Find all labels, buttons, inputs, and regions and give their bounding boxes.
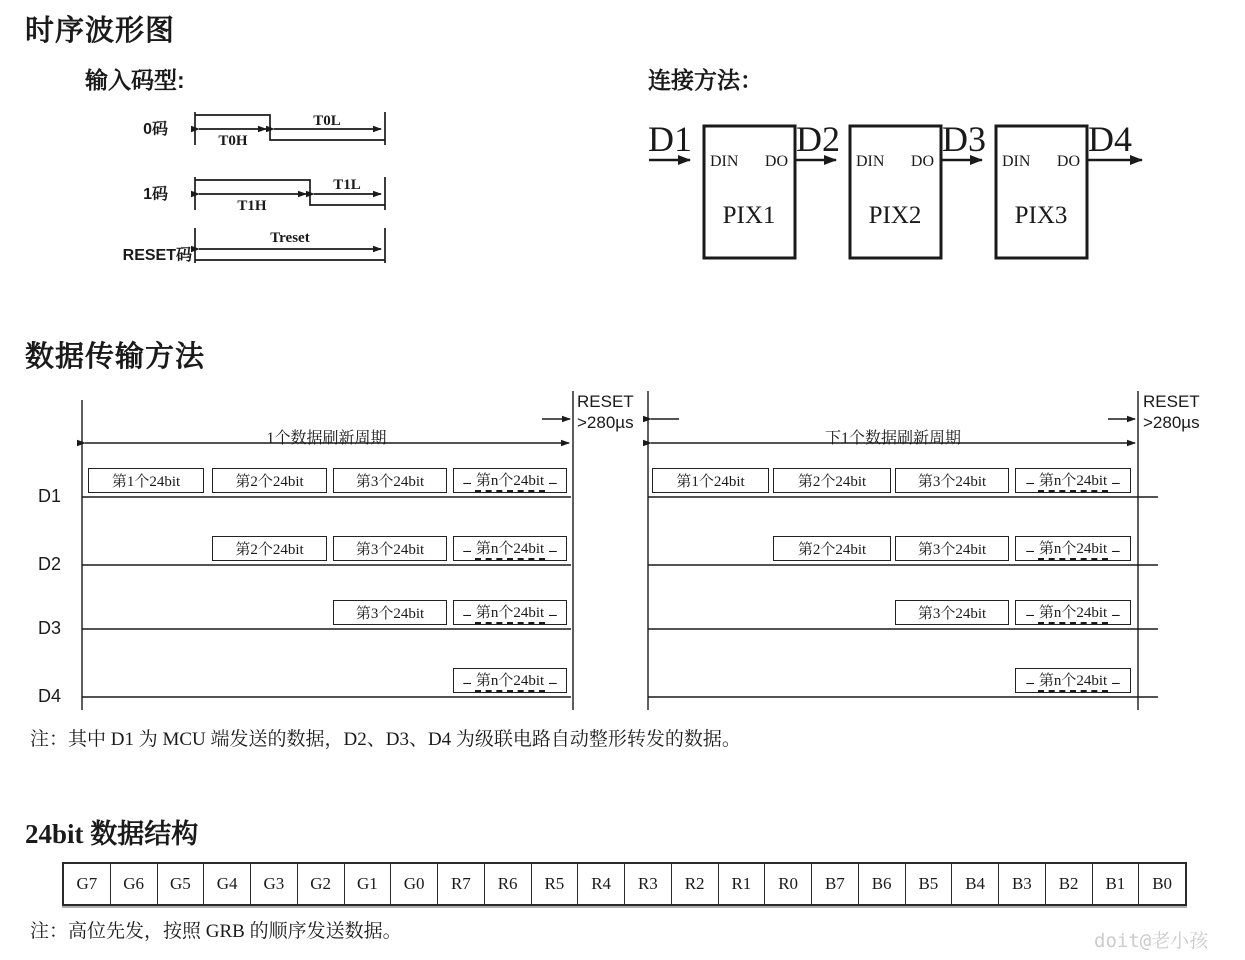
nbit-label: 第n个24bit <box>1038 469 1108 492</box>
pix2-box <box>850 126 941 258</box>
dash: _ <box>549 470 557 486</box>
cycle2-label: 下1个数据刷新周期 <box>824 430 961 447</box>
d2-c2-boxn <box>1015 536 1131 561</box>
code1-label: 1码 <box>143 186 168 203</box>
dash: _ <box>1112 470 1120 486</box>
signal-d4: D4 <box>1088 119 1132 159</box>
bit-order-note: 注：高位先发，按照 GRB 的顺序发送数据。 <box>30 921 402 942</box>
dash: _ <box>1112 670 1120 686</box>
nbit-label: 第n个24bit <box>475 601 545 624</box>
d1-c2-box3: 第3个24bit <box>895 468 1009 493</box>
dash: _ <box>1026 470 1034 486</box>
section-title-transmission: 数据传输方法 <box>25 341 206 373</box>
row-label-d2: D2 <box>38 554 62 574</box>
t0h-label: T0H <box>218 133 248 149</box>
connection-label: 连接方法： <box>648 67 763 93</box>
pix1-din: DIN <box>710 153 739 170</box>
bit-cell: R3 <box>625 864 672 904</box>
row-label-d4: D4 <box>38 686 62 706</box>
transmission-note: 注：其中 D1 为 MCU 端发送的数据，D2、D3、D4 为级联电路自动整形转发的数据。 <box>30 729 741 750</box>
transmission-diagram <box>0 385 1245 715</box>
d1-c2-box2: 第2个24bit <box>773 468 891 493</box>
reset-code-label: RESET码 <box>122 247 192 264</box>
d1-c1-box3: 第3个24bit <box>333 468 447 493</box>
d3-c1-boxn <box>453 600 567 625</box>
bit-cell: R0 <box>765 864 812 904</box>
pix1-label: PIX1 <box>722 202 776 229</box>
bit-cell: B7 <box>812 864 859 904</box>
row-label-d1: D1 <box>38 486 62 506</box>
dash: _ <box>549 670 557 686</box>
d3-c2-box3: 第3个24bit <box>895 600 1009 625</box>
dash: _ <box>463 670 471 686</box>
connection-diagram <box>630 95 1190 270</box>
signal-d3: D3 <box>942 119 986 159</box>
treset-label: Treset <box>270 230 310 246</box>
row-label-d3: D3 <box>38 618 62 638</box>
bit-cell: R6 <box>485 864 532 904</box>
nbit-label: 第n个24bit <box>475 669 545 692</box>
bit-cell: R1 <box>719 864 766 904</box>
bit-cell: R7 <box>438 864 485 904</box>
d1-c1-box2: 第2个24bit <box>212 468 327 493</box>
bit-cell: R4 <box>578 864 625 904</box>
pix3-label: PIX3 <box>1014 202 1068 229</box>
section-title-timing: 时序波形图 <box>25 15 176 47</box>
bit-cell: B6 <box>859 864 906 904</box>
d2-c1-box3: 第3个24bit <box>333 536 447 561</box>
bit-cell: G2 <box>298 864 345 904</box>
bit-cell: G6 <box>111 864 158 904</box>
reset1-text: RESET <box>577 392 634 411</box>
nbit-label: 第n个24bit <box>475 469 545 492</box>
d2-c1-box2: 第2个24bit <box>212 536 327 561</box>
bit-cell: G1 <box>345 864 392 904</box>
bit-structure-table <box>62 862 1187 906</box>
dash: _ <box>1112 602 1120 618</box>
dash: _ <box>549 538 557 554</box>
reset1-duration: >280µs <box>577 413 634 432</box>
d4-c1-boxn <box>453 668 567 693</box>
d1-c2-box1: 第1个24bit <box>652 468 769 493</box>
t1l-label: T1L <box>333 177 361 193</box>
pix2-do: DO <box>910 153 934 170</box>
bit-cell: B4 <box>952 864 999 904</box>
bit-cell: G0 <box>391 864 438 904</box>
bit-cell: B3 <box>999 864 1046 904</box>
cycle1-label: 1个数据刷新周期 <box>266 430 387 447</box>
bit-cell: R2 <box>672 864 719 904</box>
dash: _ <box>463 470 471 486</box>
pix3-din: DIN <box>1002 153 1031 170</box>
reset2-text: RESET <box>1143 392 1200 411</box>
bit-cell: G5 <box>158 864 205 904</box>
d3-c2-boxn <box>1015 600 1131 625</box>
bit-cell: G4 <box>204 864 251 904</box>
nbit-label: 第n个24bit <box>1038 669 1108 692</box>
section-title-bit-structure: 24bit 数据结构 <box>25 819 199 849</box>
dash: _ <box>463 602 471 618</box>
signal-d1: D1 <box>648 119 692 159</box>
bit-cell: B0 <box>1152 874 1173 893</box>
bit-cell: R5 <box>532 864 579 904</box>
d3-c1-box3: 第3个24bit <box>333 600 447 625</box>
pix1-do: DO <box>764 153 788 170</box>
bit-cell: G3 <box>251 864 298 904</box>
dash: _ <box>1026 670 1034 686</box>
d2-c2-box2: 第2个24bit <box>773 536 891 561</box>
t0l-label: T0L <box>313 113 341 129</box>
reset2-duration: >280µs <box>1143 413 1200 432</box>
d4-c2-boxn <box>1015 668 1131 693</box>
d1-c1-boxn <box>453 468 567 493</box>
dash: _ <box>549 602 557 618</box>
pix1-box <box>704 126 795 258</box>
input-code-label: 输入码型: <box>85 67 185 93</box>
nbit-label: 第n个24bit <box>1038 601 1108 624</box>
d2-c2-box3: 第3个24bit <box>895 536 1009 561</box>
code0-label: 0码 <box>143 121 168 138</box>
bit-cell: G7 <box>64 864 111 904</box>
input-code-waveform-diagram <box>100 100 410 275</box>
dash: _ <box>1112 538 1120 554</box>
reset2-label <box>1143 391 1200 433</box>
d1-c1-box1: 第1个24bit <box>88 468 204 493</box>
pix3-do: DO <box>1056 153 1080 170</box>
pix2-din: DIN <box>856 153 885 170</box>
d1-c2-boxn <box>1015 468 1131 493</box>
nbit-label: 第n个24bit <box>475 537 545 560</box>
nbit-label: 第n个24bit <box>1038 537 1108 560</box>
pix2-label: PIX2 <box>868 202 922 229</box>
d2-c1-boxn <box>453 536 567 561</box>
t1h-label: T1H <box>237 198 267 214</box>
reset1-label <box>577 391 634 433</box>
bit-cell: B5 <box>906 864 953 904</box>
bit-cell: B1 <box>1093 864 1140 904</box>
pix3-box <box>996 126 1087 258</box>
signal-d2: D2 <box>796 119 840 159</box>
dash: _ <box>463 538 471 554</box>
dash: _ <box>1026 602 1034 618</box>
dash: _ <box>1026 538 1034 554</box>
bit-cell: B2 <box>1046 864 1093 904</box>
watermark: doit@老小孩 <box>1094 930 1209 952</box>
